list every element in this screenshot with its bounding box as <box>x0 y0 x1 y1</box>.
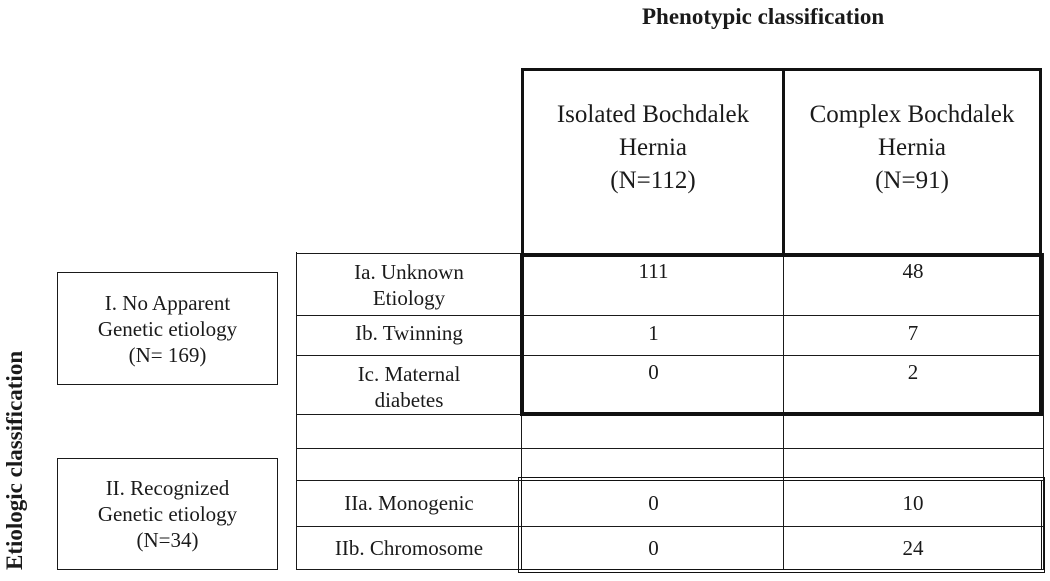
phenotypic-classification-title: Phenotypic classification <box>642 4 885 29</box>
row-label-monogenic: IIa. Monogenic <box>344 491 474 515</box>
row-label-twinning: Ib. Twinning <box>355 321 463 345</box>
row-label-chromosome: IIb. Chromosome <box>334 536 484 560</box>
value-isolated-monogenic: 0 <box>648 491 659 515</box>
etiologic-classification-title: Etiologic classification <box>2 350 27 570</box>
value-complex-twinning: 7 <box>907 321 919 345</box>
column-header-isolated: Isolated Bochdalek Hernia (N=112) <box>556 101 750 194</box>
value-isolated-chromosome: 0 <box>648 536 659 560</box>
value-isolated-maternal-diabetes: 0 <box>648 360 659 384</box>
row-label-maternal-diabetes: Ic. Maternal diabetes <box>357 362 461 412</box>
value-complex-chromosome: 24 <box>902 536 924 560</box>
value-isolated-twinning: 1 <box>648 321 659 345</box>
group-no-apparent-genetic: I. No Apparent Genetic etiology (N= 169) <box>57 272 278 385</box>
value-complex-maternal-diabetes: 2 <box>907 360 919 384</box>
header-right-border <box>1039 68 1042 254</box>
row-label-unknown-etiology: Ia. Unknown Etiology <box>354 260 464 310</box>
column-header-complex: Complex Bochdalek Hernia (N=91) <box>809 101 1015 194</box>
value-complex-unknown: 48 <box>902 259 924 283</box>
row-line-4 <box>296 448 1044 449</box>
value-complex-monogenic: 10 <box>902 491 924 515</box>
value-isolated-unknown: 111 <box>638 259 669 283</box>
group-recognized-genetic: II. Recognized Genetic etiology (N=34) <box>57 458 278 570</box>
